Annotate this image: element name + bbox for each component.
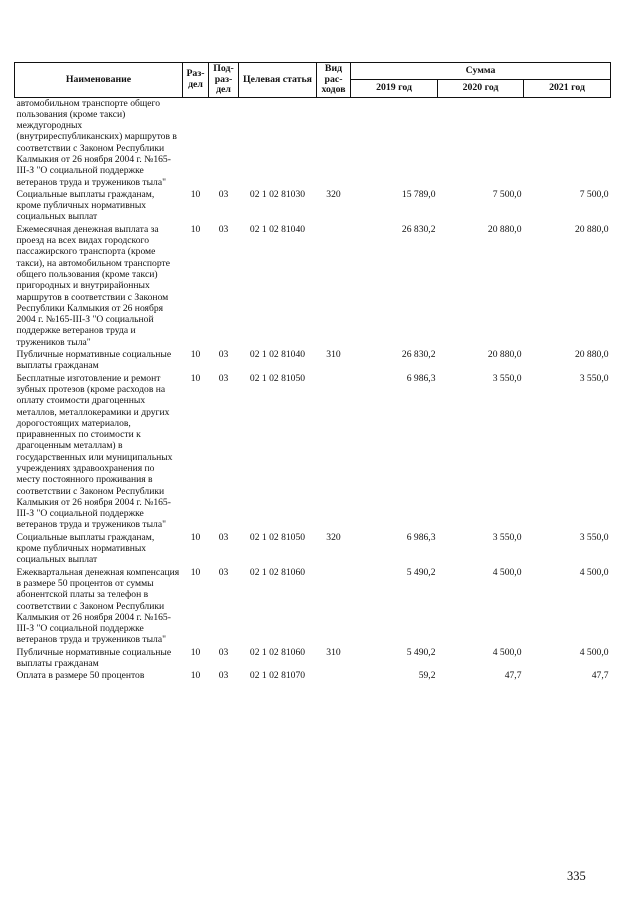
- cell-podrazdel: 03: [218, 566, 229, 578]
- table-row: [15, 189, 611, 224]
- col-header-name: Наименование: [15, 63, 183, 98]
- cell-podrazdel: 03: [218, 188, 229, 200]
- col-header-year-2021: 2021 год: [524, 80, 611, 97]
- cell-2020: 7 500,0: [492, 188, 522, 200]
- cell-2020: 20 880,0: [487, 349, 522, 361]
- cell-target: 02 1 02 81040: [249, 223, 306, 235]
- col-header-podrazdel: Под-раз-дел: [209, 63, 239, 98]
- budget-table: [14, 62, 611, 683]
- cell-name: Социальные выплаты гражданам, кроме публичных нормативных социальных выплат: [16, 188, 155, 223]
- cell-2020: 3 550,0: [492, 372, 522, 384]
- cell-name: Оплата в размере 50 процентов: [16, 670, 145, 682]
- col-header-vid: Вид рас-ходов: [317, 63, 351, 98]
- table-row: [15, 567, 611, 647]
- cell-2021: 3 550,0: [579, 531, 609, 543]
- table-row: [15, 670, 611, 682]
- cell-2021: [524, 97, 611, 189]
- cell-2019: [351, 97, 438, 189]
- cell-target: 02 1 02 81060: [249, 566, 306, 578]
- cell-vid: 320: [326, 188, 341, 200]
- table-row: [15, 532, 611, 567]
- cell-2020: 4 500,0: [492, 566, 522, 578]
- cell-target: 02 1 02 81050: [249, 372, 306, 384]
- cell-2021: 3 550,0: [579, 372, 609, 384]
- cell-2019: 26 830,2: [401, 223, 436, 235]
- cell-razdel: 10: [190, 188, 201, 200]
- cell-target: 02 1 02 81070: [249, 670, 306, 682]
- table-row: [15, 373, 611, 532]
- cell-vid: 310: [326, 349, 341, 361]
- cell-name: Ежеквартальная денежная компенсация в размере 50 процентов от суммы абонентской платы за телефон в соответствии с Законом Республики Калмыкия от 26 ноября 2004 г. №165-III-З "О социальной поддержке ветеранов труда и тружеников тыла": [16, 566, 180, 646]
- cell-target: 02 1 02 81030: [249, 188, 306, 200]
- table-body: [15, 97, 611, 683]
- cell-2020: 3 550,0: [492, 531, 522, 543]
- cell-vid: [317, 670, 351, 682]
- cell-vid: [317, 567, 351, 647]
- cell-razdel: 10: [190, 531, 201, 543]
- cell-2021: 47,7: [591, 670, 609, 682]
- cell-name: Социальные выплаты гражданам, кроме публичных нормативных социальных выплат: [16, 531, 155, 566]
- cell-name: Публичные нормативные социальные выплаты гражданам: [16, 646, 172, 670]
- cell-2019: 5 490,2: [406, 646, 436, 658]
- cell-razdel: [183, 97, 209, 189]
- cell-podrazdel: 03: [218, 531, 229, 543]
- cell-2021: 20 880,0: [574, 349, 609, 361]
- cell-2019: 6 986,3: [406, 372, 436, 384]
- cell-2019: 26 830,2: [401, 349, 436, 361]
- cell-razdel: 10: [190, 566, 201, 578]
- cell-2021: 4 500,0: [579, 646, 609, 658]
- cell-name: Публичные нормативные социальные выплаты гражданам: [16, 349, 172, 372]
- table-row: [15, 97, 611, 189]
- cell-name: Бесплатные изготовление и ремонт зубных протезов (кроме расходов на оплату стоимости драгоценных металлов, металлокерамики и других дорогостоящих материалов, приравненных по стоимости к драгоценным металлам) в государственных или муниципальных учреждениях здравоохранения по месту постоянного проживания в соответствии с Законом Республики Калмыкия от 26 ноября 2004 г. №165-III-З "О социальной поддержке ветеранов труда и тружеников тыла": [16, 372, 173, 531]
- cell-podrazdel: 03: [218, 223, 229, 235]
- cell-2020: 47,7: [504, 670, 522, 682]
- page-number: 335: [567, 869, 586, 883]
- table-row: [15, 647, 611, 671]
- col-header-year-2020: 2020 год: [438, 80, 524, 97]
- cell-podrazdel: 03: [218, 646, 229, 658]
- cell-name: Ежемесячная денежная выплата за проезд на всех видах городского пассажирского транспорта (кроме такси), на автомобильном транспорте общего пользования (кроме такси) пригородных и внутрирайонных маршрутов в соответствии с Законом Республики Калмыкия от 26 ноября 2004 г. №165-III-З "О социальной поддержке ветеранов труда и тружеников тыла": [16, 223, 170, 348]
- cell-vid: [317, 97, 351, 189]
- cell-name: автомобильном транспорте общего пользования (кроме такси) междугородных (внутриреспубликанских) маршрутов в соответствии с Законом Республики Калмыкия от 26 ноября 2004 г. №165-III-З "О социальной поддержке ветеранов труда и тружеников тыла": [16, 97, 177, 188]
- cell-2020: 20 880,0: [487, 223, 522, 235]
- table-header: [15, 63, 611, 98]
- cell-2021: 20 880,0: [574, 223, 609, 235]
- cell-2019: 5 490,2: [406, 566, 436, 578]
- cell-2019: 15 789,0: [401, 188, 436, 200]
- cell-2020: 4 500,0: [492, 646, 522, 658]
- table-row: [15, 349, 611, 373]
- cell-razdel: 10: [190, 349, 201, 361]
- table-row: [15, 224, 611, 349]
- cell-2021: 7 500,0: [579, 188, 609, 200]
- cell-vid: [317, 224, 351, 349]
- cell-2019: 59,2: [418, 670, 436, 682]
- cell-razdel: 10: [190, 646, 201, 658]
- cell-podrazdel: 03: [218, 349, 229, 361]
- cell-2019: 6 986,3: [406, 531, 436, 543]
- cell-target: [239, 97, 317, 189]
- cell-razdel: 10: [190, 670, 201, 682]
- cell-podrazdel: 03: [218, 670, 229, 682]
- col-header-year-2019: 2019 год: [351, 80, 438, 97]
- cell-vid: 320: [326, 531, 341, 543]
- cell-target: 02 1 02 81040: [249, 349, 306, 361]
- cell-razdel: 10: [190, 372, 201, 384]
- cell-vid: [317, 373, 351, 532]
- cell-target: 02 1 02 81060: [249, 646, 306, 658]
- col-header-summa: Сумма: [351, 63, 611, 80]
- cell-podrazdel: 03: [218, 372, 229, 384]
- cell-razdel: 10: [190, 223, 201, 235]
- cell-target: 02 1 02 81050: [249, 531, 306, 543]
- col-header-razdel: Раз-дел: [183, 63, 209, 98]
- cell-podrazdel: [209, 97, 239, 189]
- cell-2020: [438, 97, 524, 189]
- cell-2021: 4 500,0: [579, 566, 609, 578]
- col-header-target: Целевая статья: [239, 63, 317, 98]
- cell-vid: 310: [326, 646, 341, 658]
